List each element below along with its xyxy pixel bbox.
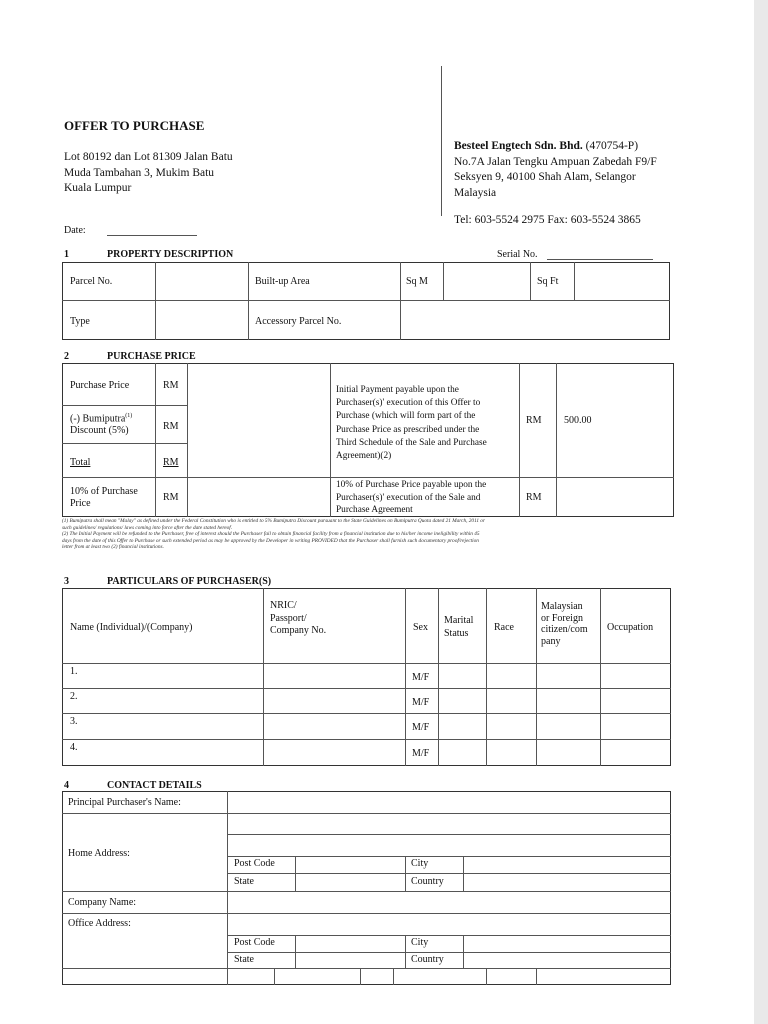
table-rule [530, 262, 531, 300]
discount-label: Discount (5%) [70, 425, 129, 437]
country-label: Country [411, 954, 444, 965]
company-name-field[interactable] [228, 892, 670, 913]
home-country-field[interactable] [464, 874, 670, 891]
home-address-label: Home Address: [68, 848, 130, 859]
home-city-field[interactable] [464, 857, 670, 873]
total-field[interactable] [188, 444, 330, 477]
city-label: City [411, 858, 429, 869]
col-marital-line: Marital [444, 615, 474, 626]
row-number: 2. [70, 691, 78, 702]
row-sex: M/F [412, 748, 430, 759]
state-label: State [234, 876, 254, 887]
rm-label: RM [526, 492, 542, 503]
table-rule [248, 262, 249, 340]
col-nric-line: NRIC/ [270, 600, 297, 611]
initial-payment-line: Initial Payment payable upon the [336, 385, 459, 395]
initial-payment-line: Purchase Price as prescribed under the [336, 424, 480, 435]
office-address-field[interactable] [228, 914, 670, 935]
purchase-price-label: Purchase Price [70, 380, 130, 391]
footnote-line: (1) Bumiputra shall mean "Malay" as defined under the Federal Constitution who is entitled to 5% Bumiputra Discount pursuant to the State Guidelines on Bumiputra Quota dated 21 March, 2011 or [62, 518, 486, 524]
ten-percent-label [70, 486, 138, 510]
sqft-field[interactable] [575, 263, 669, 300]
initial-payment-line: Purchaser(s)' execution of this Offer to [336, 398, 481, 409]
parcel-no-field[interactable] [156, 263, 248, 300]
company-address-line: Seksyen 9, 40100 Shah Alam, Selangor [454, 171, 636, 183]
footnote-line: letter from at least two (2) financial institutions. [62, 544, 164, 550]
col-citizen-header [541, 601, 588, 647]
initial-payment-line: Agreement)(2) [336, 451, 392, 462]
sqft-label: Sq Ft [537, 276, 559, 287]
col-marital-header [444, 615, 473, 640]
office-city-field[interactable] [464, 936, 670, 952]
row-sex: M/F [412, 672, 430, 683]
section-4-heading: CONTACT DETAILS [107, 780, 202, 791]
col-citizen-line: pany [541, 635, 561, 647]
col-nric-header [270, 600, 326, 638]
col-name-header: Name (Individual)/(Company) [70, 622, 193, 633]
total-label: Total [70, 457, 91, 468]
header-divider [441, 66, 442, 216]
footnote-line: such guidelines/ regulations/ laws coming into force after the date stated hereof. [62, 524, 233, 531]
rm-label: RM [163, 380, 179, 391]
table-rule [360, 968, 361, 985]
table-rule [405, 856, 406, 891]
row-number: 1. [70, 666, 78, 677]
post-code-label: Post Code [234, 937, 275, 948]
col-sex-header: Sex [413, 622, 428, 633]
principal-name-field[interactable] [228, 792, 670, 813]
property-address-line: Kuala Lumpur [64, 182, 132, 194]
initial-payment-description [336, 384, 516, 463]
sqm-field[interactable] [444, 263, 530, 300]
company-address-line: Malaysia [454, 186, 497, 199]
scan-edge [754, 0, 768, 1024]
office-state-field[interactable] [296, 953, 405, 968]
office-post-code-field[interactable] [296, 936, 405, 952]
ten-percent-line: Price [70, 498, 91, 509]
office-country-field[interactable] [464, 953, 670, 968]
footnote-ref: (1) [125, 413, 133, 419]
table-rule [330, 363, 331, 517]
table-rule [405, 935, 406, 968]
col-citizen-line: citizen/com [541, 624, 588, 635]
bumiputra-discount-label [70, 410, 132, 437]
city-label: City [411, 937, 429, 948]
table-rule [62, 443, 187, 444]
rm-label: RM [163, 457, 179, 468]
company-reg-no: (470754-P) [585, 140, 639, 152]
section-4-number: 4 [64, 780, 69, 791]
section-3-number: 3 [64, 576, 69, 587]
footnote-line: (2) The Initial Payment will be refunded to the Purchaser, free of interest should the Purchaser fail to obtain financial facility from a financial institution due to his/her income ineligibility within 45 [62, 531, 480, 537]
purchaser-name-field[interactable] [83, 740, 263, 765]
date-label: Date: [64, 225, 86, 236]
purchase-price-field[interactable] [188, 364, 330, 405]
ten-percent-amount-field[interactable] [557, 478, 673, 516]
rm-label: RM [163, 421, 179, 432]
table-rule [393, 968, 394, 985]
parcel-no-label: Parcel No. [70, 276, 113, 287]
accessory-parcel-field[interactable] [401, 301, 669, 339]
col-race-header: Race [494, 622, 514, 633]
company-contact: Tel: 603-5524 2975 Fax: 603-5524 3865 [454, 214, 641, 226]
col-citizen-line: Malaysian [541, 601, 583, 612]
initial-payment-amount: 500.00 [564, 415, 592, 426]
col-nric-line: Company No. [270, 625, 327, 636]
sqm-label: Sq M [406, 276, 428, 287]
row-number: 3. [70, 716, 78, 727]
property-address [64, 150, 233, 197]
ten-percent-description [336, 479, 486, 517]
home-post-code-field[interactable] [296, 857, 405, 873]
home-state-field[interactable] [296, 874, 405, 891]
table-rule [486, 968, 487, 985]
section-1-number: 1 [64, 249, 69, 260]
footnote-line: days from the date of this Offer to Purchase or such extended period as may be approved by the Developer in writing PROVIDED that the Purchaser shall furnish such documentary proof/rejection [62, 537, 479, 544]
section-3-heading: PARTICULARS OF PURCHASER(S) [107, 576, 272, 587]
company-name: Besteel Engtech Sdn. Bhd. [454, 140, 583, 152]
post-code-label: Post Code [234, 858, 275, 869]
purchaser-name-field[interactable] [83, 689, 263, 713]
purchaser-name-field[interactable] [83, 664, 263, 688]
initial-payment-line: Third Schedule of the Sale and Purchase [336, 437, 487, 448]
rm-label: RM [526, 415, 542, 426]
date-field[interactable] [107, 235, 197, 236]
company-address-line: No.7A Jalan Tengku Ampuan Zabedah F9/F [454, 155, 657, 168]
ten-percent-line: 10% of Purchase [70, 486, 138, 497]
section-2-heading: PURCHASE PRICE [107, 351, 196, 362]
company-name-label: Company Name: [68, 897, 137, 908]
office-address-label: Office Address: [68, 918, 131, 929]
table-rule [536, 968, 537, 985]
home-address-field[interactable] [228, 814, 670, 856]
document-title: OFFER TO PURCHASE [64, 118, 205, 133]
section-1-heading: PROPERTY DESCRIPTION [107, 249, 234, 260]
initial-payment-line: Purchase (which will form part of the [336, 411, 476, 422]
serial-label: Serial No. [497, 249, 538, 260]
accessory-parcel-label: Accessory Parcel No. [255, 316, 342, 327]
ten-percent-desc-line: Purchaser(s)' execution of the Sale and [336, 492, 481, 503]
property-address-line: Muda Tambahan 3, Mukim Batu [64, 166, 215, 179]
rm-label: RM [163, 492, 179, 503]
property-address-line: Lot 80192 dan Lot 81309 Jalan Batu [64, 151, 233, 163]
section-2-number: 2 [64, 351, 69, 362]
type-field[interactable] [156, 301, 248, 339]
company-block [454, 139, 657, 201]
state-label: State [234, 954, 254, 965]
row-sex: M/F [412, 697, 430, 708]
bumiputra-label: (-) Bumiputra [70, 413, 126, 425]
table-rule [274, 968, 275, 985]
ten-percent-field[interactable] [188, 478, 330, 516]
principal-name-label: Principal Purchaser's Name: [68, 797, 181, 808]
table-rule [62, 968, 671, 969]
table-rule [155, 363, 156, 517]
bumiputra-discount-field[interactable] [188, 406, 330, 443]
ten-percent-desc-line: Purchase Agreement [336, 505, 413, 515]
footnotes [62, 518, 674, 551]
table-rule [62, 405, 187, 406]
col-occupation-header: Occupation [607, 622, 654, 633]
type-label: Type [70, 316, 90, 327]
country-label: Country [411, 876, 444, 887]
ten-percent-desc-line: 10% of Purchase Price payable upon the [336, 480, 487, 490]
col-marital-line: Status [444, 627, 469, 639]
table-rule [519, 363, 520, 517]
row-sex: M/F [412, 722, 430, 733]
purchaser-name-field[interactable] [83, 714, 263, 739]
col-nric-line: Passport/ [270, 612, 307, 624]
built-up-area-label: Built-up Area [255, 276, 310, 287]
row-number: 4. [70, 742, 78, 753]
col-citizen-line: or Foreign [541, 612, 583, 624]
serial-field[interactable] [547, 259, 653, 260]
